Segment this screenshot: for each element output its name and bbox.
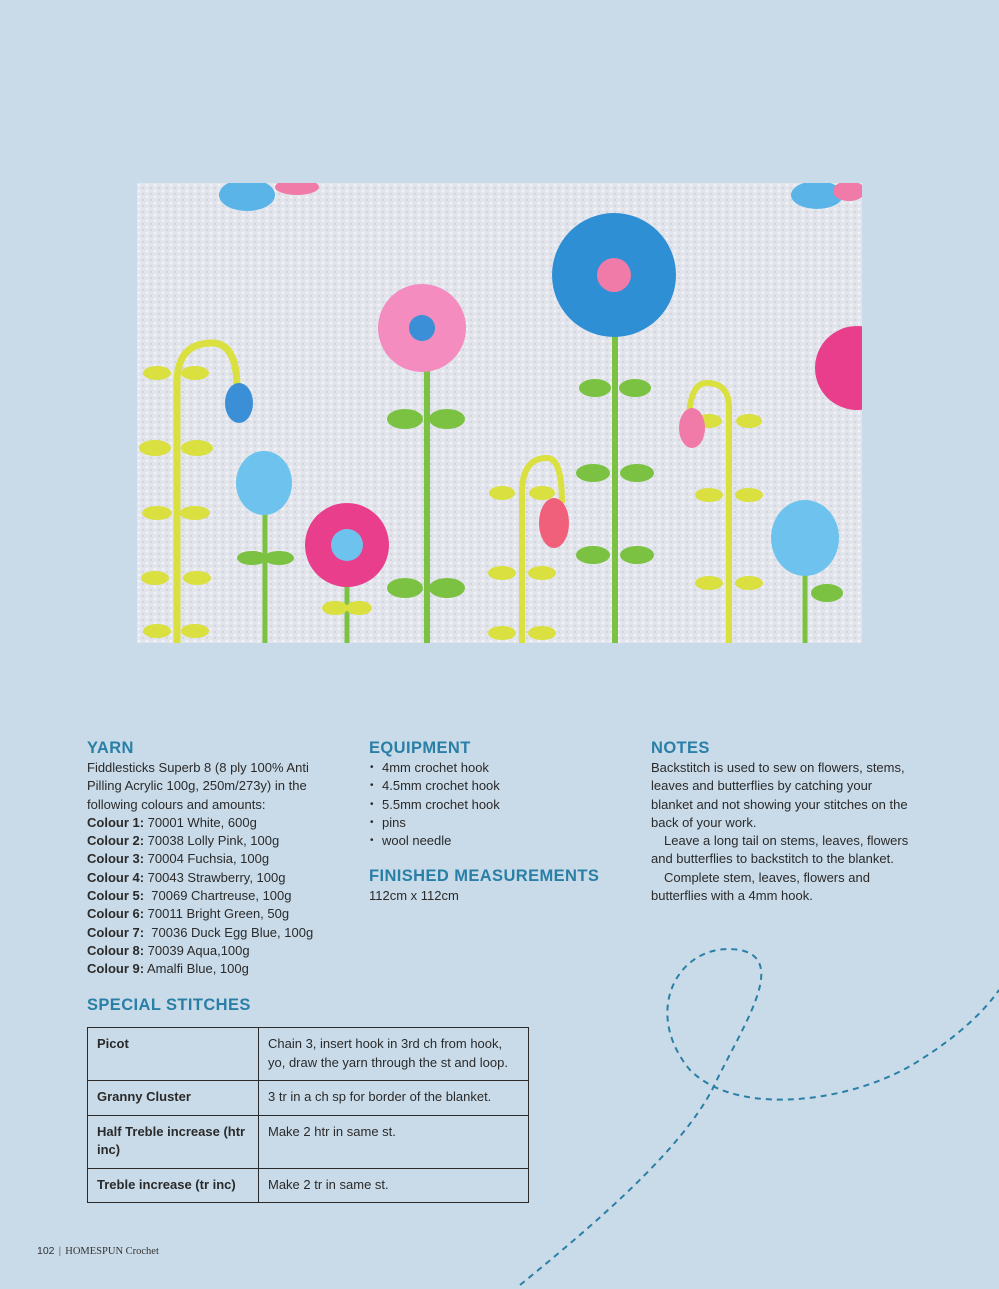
- equipment-item: • 4mm crochet hook: [369, 759, 629, 777]
- page-footer: [37, 1245, 159, 1257]
- colour-item: [87, 814, 337, 832]
- colour-item: [87, 869, 337, 887]
- colour-value: 70011 Bright Green, 50g: [144, 906, 290, 922]
- notes-paragraph: Backstitch is used to sew on flowers, stems, leaves and butterflies by catching your blanket and not showing your stitches on the back of your work.: [651, 760, 908, 830]
- colour-label: Colour 1:: [87, 814, 145, 830]
- colour-value: 70038 Lolly Pink, 100g: [144, 833, 280, 849]
- stitch-description: Make 2 htr in same st.: [259, 1115, 529, 1168]
- equipment-item: • pins: [369, 814, 629, 832]
- colour-label: Colour 6:: [87, 906, 145, 922]
- colour-value: 70004 Fuchsia, 100g: [144, 851, 270, 867]
- colour-label: Colour 2:: [87, 833, 145, 849]
- equipment-item: • 4.5mm crochet hook: [369, 777, 629, 795]
- finished-measurements-section: [369, 866, 629, 905]
- yarn-heading: YARN: [87, 739, 134, 757]
- notes-section: [651, 738, 913, 905]
- table-row: [88, 1168, 529, 1203]
- equipment-list: [369, 759, 629, 850]
- finished-measurements-value: 112cm x 112cm: [369, 888, 459, 904]
- stitch-name: Picot: [88, 1028, 259, 1081]
- yarn-intro: Fiddlesticks Superb 8 (8 ply 100% Anti Pilling Acrylic 100g, 250m/273y) in the following colours and amounts:: [87, 760, 309, 812]
- colour-label: Colour 9:: [87, 961, 145, 977]
- notes-paragraph: Leave a long tail on stems, leaves, flowers and butterflies to backstitch to the blanket.: [651, 833, 909, 867]
- magazine-brand: HOMESPUN Crochet: [65, 1246, 159, 1257]
- colour-value: 70069 Chartreuse, 100g: [144, 888, 292, 904]
- stitch-description: Chain 3, insert hook in 3rd ch from hook, yo, draw the yarn through the st and loop.: [259, 1028, 529, 1081]
- equipment-item: • 5.5mm crochet hook: [369, 796, 629, 814]
- colour-item: [87, 887, 337, 905]
- stitch-description: 3 tr in a ch sp for border of the blanket.: [259, 1081, 529, 1116]
- colour-label: Colour 4:: [87, 869, 145, 885]
- stitch-name: Granny Cluster: [88, 1081, 259, 1116]
- table-row: [88, 1115, 529, 1168]
- colour-value: Amalfi Blue, 100g: [144, 961, 249, 977]
- colour-value: 70036 Duck Egg Blue, 100g: [144, 924, 314, 940]
- finished-measurements-heading: FINISHED MEASUREMENTS: [369, 867, 600, 886]
- special-stitches-table: [87, 1027, 529, 1203]
- notes-paragraph: Complete stem, leaves, flowers and butterflies with a 4mm hook.: [651, 869, 870, 904]
- colour-label: Colour 3:: [87, 851, 145, 867]
- colour-item: [87, 924, 337, 942]
- colour-list: [87, 814, 337, 979]
- table-row: [88, 1081, 529, 1116]
- colour-item: [87, 832, 337, 850]
- colour-value: 70043 Strawberry, 100g: [144, 869, 286, 885]
- colour-label: Colour 8:: [87, 942, 145, 958]
- equipment-heading: EQUIPMENT: [369, 739, 471, 757]
- colour-item: [87, 905, 337, 923]
- stitch-description: Make 2 tr in same st.: [259, 1168, 529, 1203]
- notes-heading: NOTES: [651, 739, 710, 757]
- colour-value: 70001 White, 600g: [144, 814, 257, 830]
- special-stitches-section: [87, 995, 529, 1203]
- colour-item: [87, 960, 337, 978]
- stitch-name: Half Treble increase (htr inc): [88, 1115, 259, 1168]
- equipment-item: • wool needle: [369, 832, 629, 850]
- footer-separator: |: [58, 1245, 62, 1257]
- colour-value: 70039 Aqua,100g: [144, 942, 250, 958]
- stitch-name: Treble increase (tr inc): [88, 1168, 259, 1203]
- special-stitches-heading: SPECIAL STITCHES: [87, 996, 251, 1014]
- table-row: [88, 1028, 529, 1081]
- colour-item: [87, 850, 337, 868]
- colour-label: Colour 5:: [87, 888, 145, 904]
- colour-label: Colour 7:: [87, 924, 145, 940]
- colour-item: [87, 942, 337, 960]
- page-number: 102: [37, 1245, 55, 1257]
- crochet-flower-blanket-photo: [137, 183, 862, 643]
- equipment-section: [369, 738, 629, 906]
- yarn-section: [87, 738, 337, 979]
- crochet-blanket-photo: [137, 183, 862, 643]
